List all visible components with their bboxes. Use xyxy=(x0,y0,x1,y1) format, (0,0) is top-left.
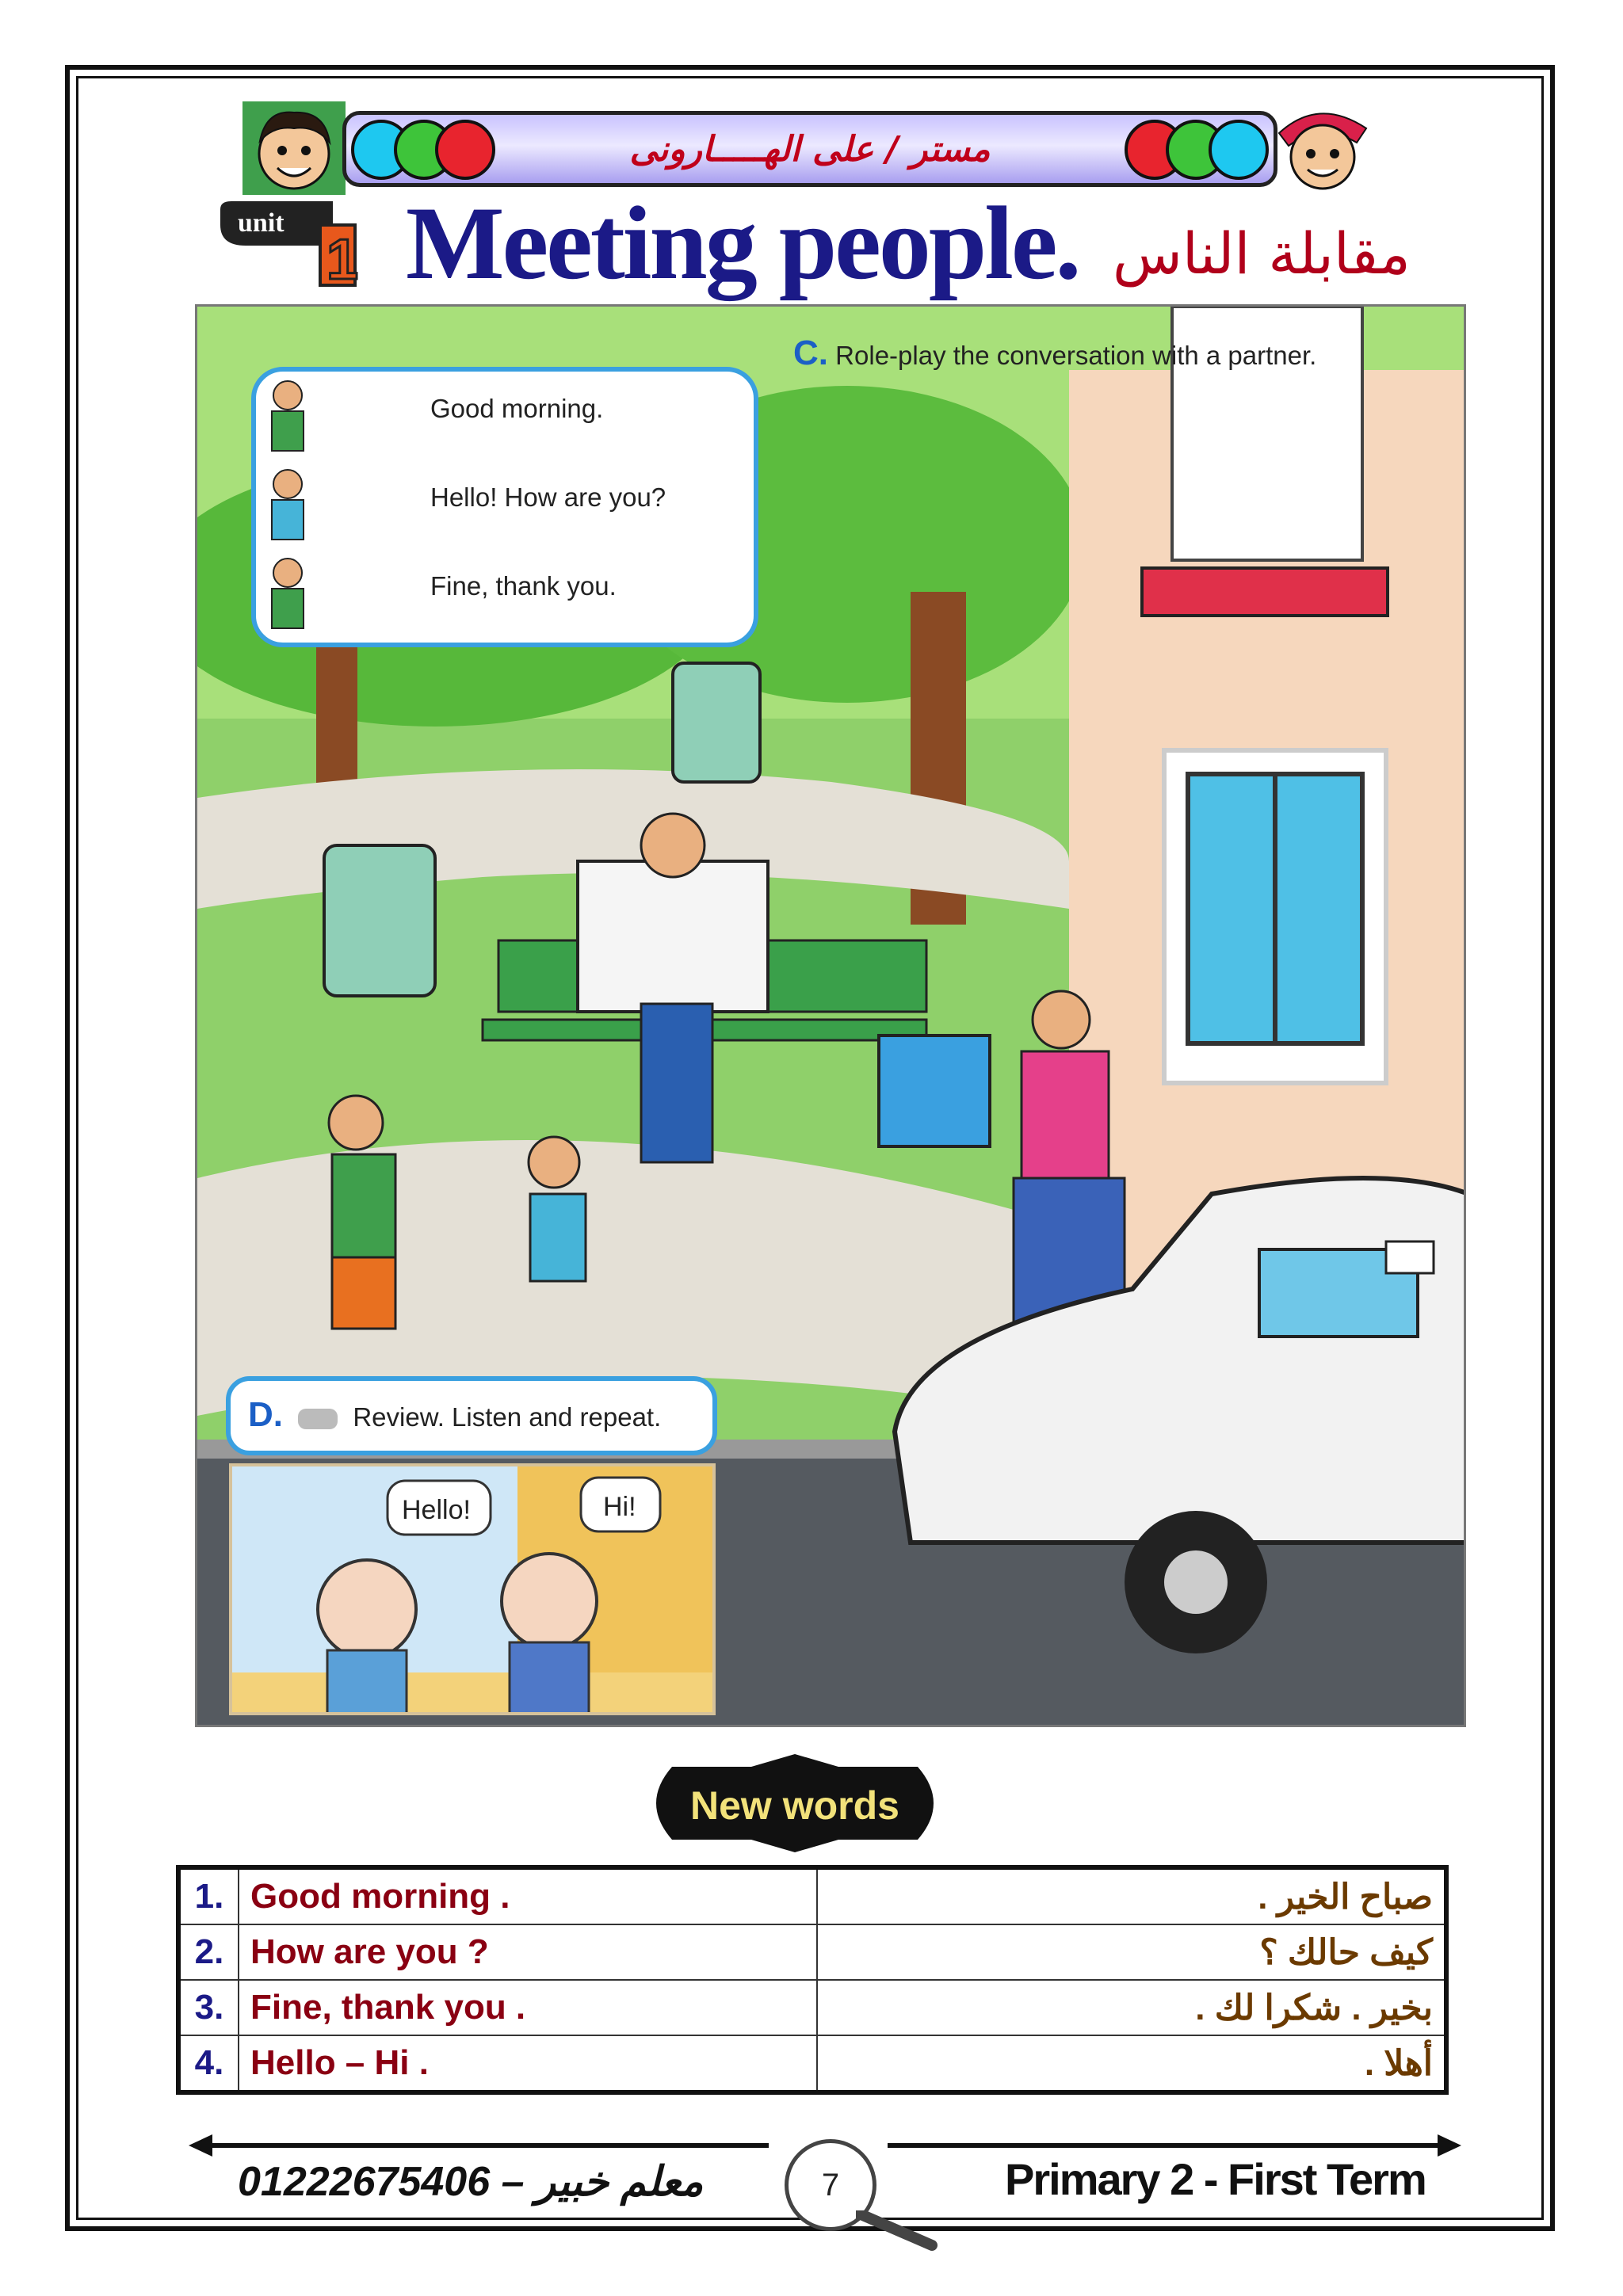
boy-icon xyxy=(256,554,319,633)
boy-icon xyxy=(256,376,319,456)
girl-face-icon xyxy=(1271,101,1374,195)
english-word: Hello – Hi . xyxy=(239,2035,817,2092)
unit-badge xyxy=(214,198,372,287)
unit-label: unit xyxy=(238,208,285,238)
magnifier-handle-icon xyxy=(856,2210,943,2258)
english-word: How are you ? xyxy=(239,1924,817,1980)
dialogue-line: Hello! How are you? xyxy=(430,482,666,512)
arabic-word: بخير . شكرا لك . xyxy=(817,1980,1446,2035)
row-number: 1. xyxy=(178,1867,239,1924)
arabic-word: أهلا . xyxy=(817,2035,1446,2092)
table-row xyxy=(178,1980,1446,2035)
unit-number: 1 xyxy=(327,228,359,287)
arabic-word: صباح الخير . xyxy=(817,1867,1446,1924)
page-number: 7 xyxy=(785,2139,876,2231)
section-d-letter: D. xyxy=(248,1395,283,1434)
section-d-instruction: Review. Listen and repeat. xyxy=(353,1402,662,1432)
footer-term: Primary 2 - First Term xyxy=(1005,2154,1426,2204)
kids-greeting-image xyxy=(232,1466,716,1715)
dialogue-line: Good morning. xyxy=(430,394,604,423)
arrow-right-icon xyxy=(1438,2134,1461,2157)
boy-face-icon xyxy=(242,101,346,195)
english-word: Fine, thank you . xyxy=(239,1980,817,2035)
table-row xyxy=(178,1924,1446,1980)
ring-decoration-icon xyxy=(1209,120,1269,180)
table-row xyxy=(178,1867,1446,1924)
greeting-inset-image xyxy=(229,1463,716,1715)
footer-contact: 01222675406 – معلم خبير xyxy=(238,2159,704,2205)
new-words-title: New words xyxy=(690,1783,899,1828)
page-title: Meeting people. xyxy=(406,185,1079,301)
english-word: Good morning . xyxy=(239,1867,817,1924)
dialogue-line: Fine, thank you. xyxy=(430,571,617,601)
arrow-left-icon xyxy=(189,2134,212,2157)
section-d-box xyxy=(226,1376,717,1455)
table-row xyxy=(178,2035,1446,2092)
section-c-instruction: Role-play the conversation with a partner. xyxy=(835,341,1317,370)
inset-bubble-hi: Hi! xyxy=(603,1492,636,1522)
section-d-heading xyxy=(248,1395,661,1435)
inset-bubble-hello: Hello! xyxy=(402,1495,471,1525)
dialogue-box xyxy=(251,367,758,647)
footer-divider-right xyxy=(888,2143,1450,2148)
row-number: 3. xyxy=(178,1980,239,2035)
row-number: 2. xyxy=(178,1924,239,1980)
girl-icon xyxy=(256,465,319,544)
section-c-heading xyxy=(793,334,1316,373)
footer-divider-left xyxy=(198,2143,769,2148)
vocabulary-table xyxy=(176,1865,1449,2095)
teacher-banner xyxy=(342,111,1277,187)
page-title-arabic: مقابلة الناس xyxy=(1113,220,1411,287)
section-c-letter: C. xyxy=(793,334,828,372)
teacher-name: مستر / على الهـــــارونى xyxy=(629,129,991,170)
park-illustration xyxy=(195,304,1466,1727)
audio-player-icon xyxy=(298,1409,338,1429)
arabic-word: كيف حالك ؟ xyxy=(817,1924,1446,1980)
row-number: 4. xyxy=(178,2035,239,2092)
